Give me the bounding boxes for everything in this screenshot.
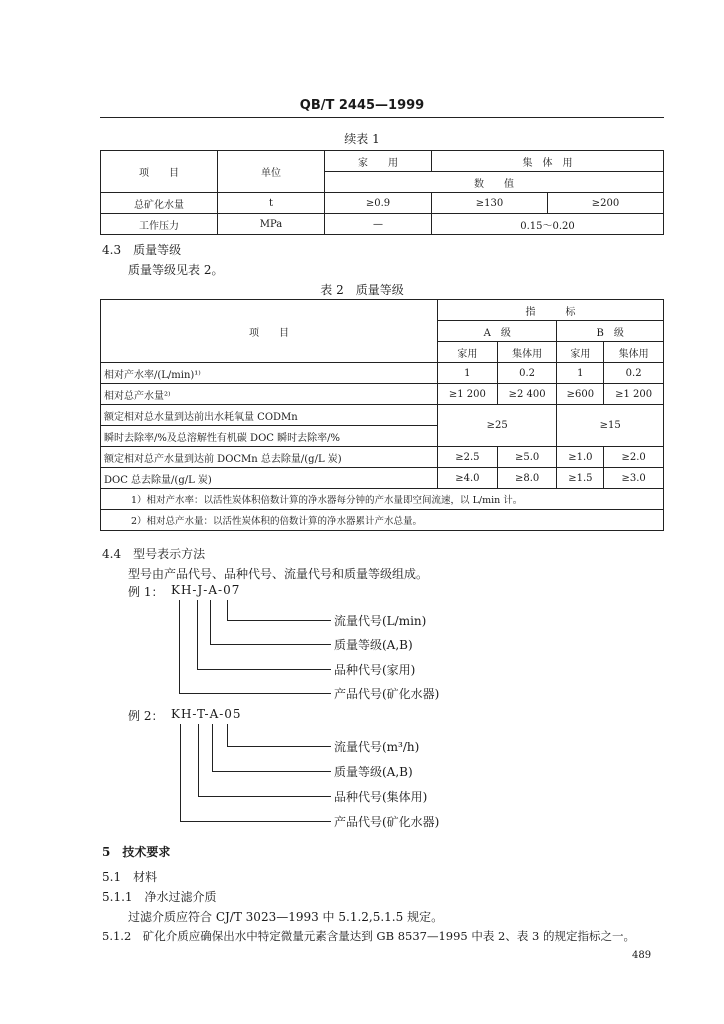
ex2-item-variety: 品种代号(集体用): [334, 790, 428, 804]
t2-r5-v4: ≥2.0: [604, 447, 664, 468]
t2-r34-a: ≥25: [438, 405, 557, 447]
t2-r1-v3: 1: [557, 363, 604, 384]
t2-r6-v4: ≥3.0: [604, 468, 664, 489]
sec511-body: 过滤介质应符合 CJ/T 3023—1993 中 5.1.2,5.1.5 规定。: [128, 910, 444, 924]
sec44-body: 型号由产品代号、品种代号、流量代号和质量等级组成。: [128, 567, 429, 581]
t2-head-index: 指 标: [438, 300, 664, 321]
t2-r2-v4: ≥1 200: [604, 384, 664, 405]
t2-r5-v1: ≥2.5: [438, 447, 498, 468]
header-rule: [100, 117, 664, 118]
document-header-code: QB/T 2445—1999: [299, 98, 425, 113]
t1-r1-item: 总矿化水量: [101, 193, 218, 214]
t2-head-gradeA: A 级: [438, 321, 557, 342]
ex2-item-grade: 质量等级(A,B): [334, 765, 413, 779]
t2-head-item: 项 目: [101, 300, 438, 363]
t2-r6-v1: ≥4.0: [438, 468, 498, 489]
t1-head-value: 数 值: [325, 172, 664, 193]
t2-r1-v1: 1: [438, 363, 498, 384]
table1-caption: 续表 1: [344, 132, 380, 146]
t2-r5-v3: ≥1.0: [557, 447, 604, 468]
ex1-item-flow: 流量代号(L/min): [334, 614, 427, 628]
t2-r2-v3: ≥600: [557, 384, 604, 405]
table1: [100, 150, 664, 235]
ex1-item-grade: 质量等级(A,B): [334, 638, 413, 652]
t2-head-a-group: 集体用: [497, 342, 557, 363]
t1-r1-g1: ≥130: [432, 193, 548, 214]
t1-r1-home: ≥0.9: [325, 193, 432, 214]
table2: [100, 299, 664, 531]
t2-r2-v1: ≥1 200: [438, 384, 498, 405]
sec512-body: 5.1.2 矿化介质应确保出水中特定微量元素含量达到 GB 8537—1995 中表 2、表 3 的规定指标之一。: [102, 929, 635, 943]
ex1-item-product: 产品代号(矿化水器): [334, 687, 440, 701]
t2-r3-item: 额定相对总水量到达前出水耗氧量 CODMn: [101, 405, 438, 426]
t2-r6-item: DOC 总去除量/(g/L 炭): [101, 468, 438, 489]
t2-r1-v4: 0.2: [604, 363, 664, 384]
sec51-title: 5.1 材料: [102, 870, 158, 884]
t1-r1-g2: ≥200: [548, 193, 664, 214]
ex1-item-variety: 品种代号(家用): [334, 663, 416, 677]
sec44-title: 4.4 型号表示方法: [102, 547, 206, 561]
page-number: 489: [632, 950, 652, 961]
t2-note-2: 2）相对总产水量：以活性炭体积的倍数计算的净水器累计产水总量。: [101, 510, 664, 531]
ex2-item-product: 产品代号(矿化水器): [334, 815, 440, 829]
t2-r2-item: 相对总产水量²⁾: [101, 384, 438, 405]
t1-r2-group: 0.15～0.20: [432, 214, 664, 235]
t2-r5-v2: ≥5.0: [497, 447, 557, 468]
t2-note-1: 1）相对产水率：以活性炭体积倍数计算的净水器每分钟的产水量即空间流速，以 L/min 计。: [101, 489, 664, 510]
sec5-title: 5 技术要求: [102, 845, 171, 859]
t1-head-item: 项 目: [101, 151, 218, 193]
t1-head-group: 集 体 用: [432, 151, 664, 172]
t2-head-gradeB: B 级: [557, 321, 664, 342]
t2-head-b-home: 家用: [557, 342, 604, 363]
t2-r1-v2: 0.2: [497, 363, 557, 384]
sec43-title: 4.3 质量等级: [102, 243, 182, 257]
ex2-label: 例 2：: [128, 709, 164, 723]
t1-r2-item: 工作压力: [101, 214, 218, 235]
sec511-title: 5.1.1 净水过滤介质: [102, 890, 217, 904]
table2-caption: 表 2 质量等级: [320, 283, 404, 297]
t1-head-unit: 单位: [218, 151, 325, 193]
t2-head-a-home: 家用: [438, 342, 498, 363]
t1-r2-unit: MPa: [218, 214, 325, 235]
t2-r6-v3: ≥1.5: [557, 468, 604, 489]
t2-r34-b: ≥15: [557, 405, 664, 447]
t1-r1-unit: t: [218, 193, 325, 214]
t2-head-b-group: 集体用: [604, 342, 664, 363]
t2-r2-v2: ≥2 400: [497, 384, 557, 405]
t1-head-home: 家 用: [325, 151, 432, 172]
ex1-code: KH-J-A-07: [171, 583, 241, 597]
t2-r4-item: 瞬时去除率/%及总溶解性有机碳 DOC 瞬时去除率/%: [101, 426, 438, 447]
ex2-item-flow: 流量代号(m³/h): [334, 740, 420, 754]
t2-r5-item: 额定相对总产水量到达前 DOCMn 总去除量/(g/L 炭): [101, 447, 438, 468]
t1-r2-home: —: [325, 214, 432, 235]
ex1-label: 例 1：: [128, 585, 164, 599]
t2-r1-item: 相对产水率/(L/min)¹⁾: [101, 363, 438, 384]
t2-r6-v2: ≥8.0: [497, 468, 557, 489]
sec43-body: 质量等级见表 2。: [128, 263, 224, 277]
ex2-code: KH-T-A-05: [171, 707, 242, 721]
